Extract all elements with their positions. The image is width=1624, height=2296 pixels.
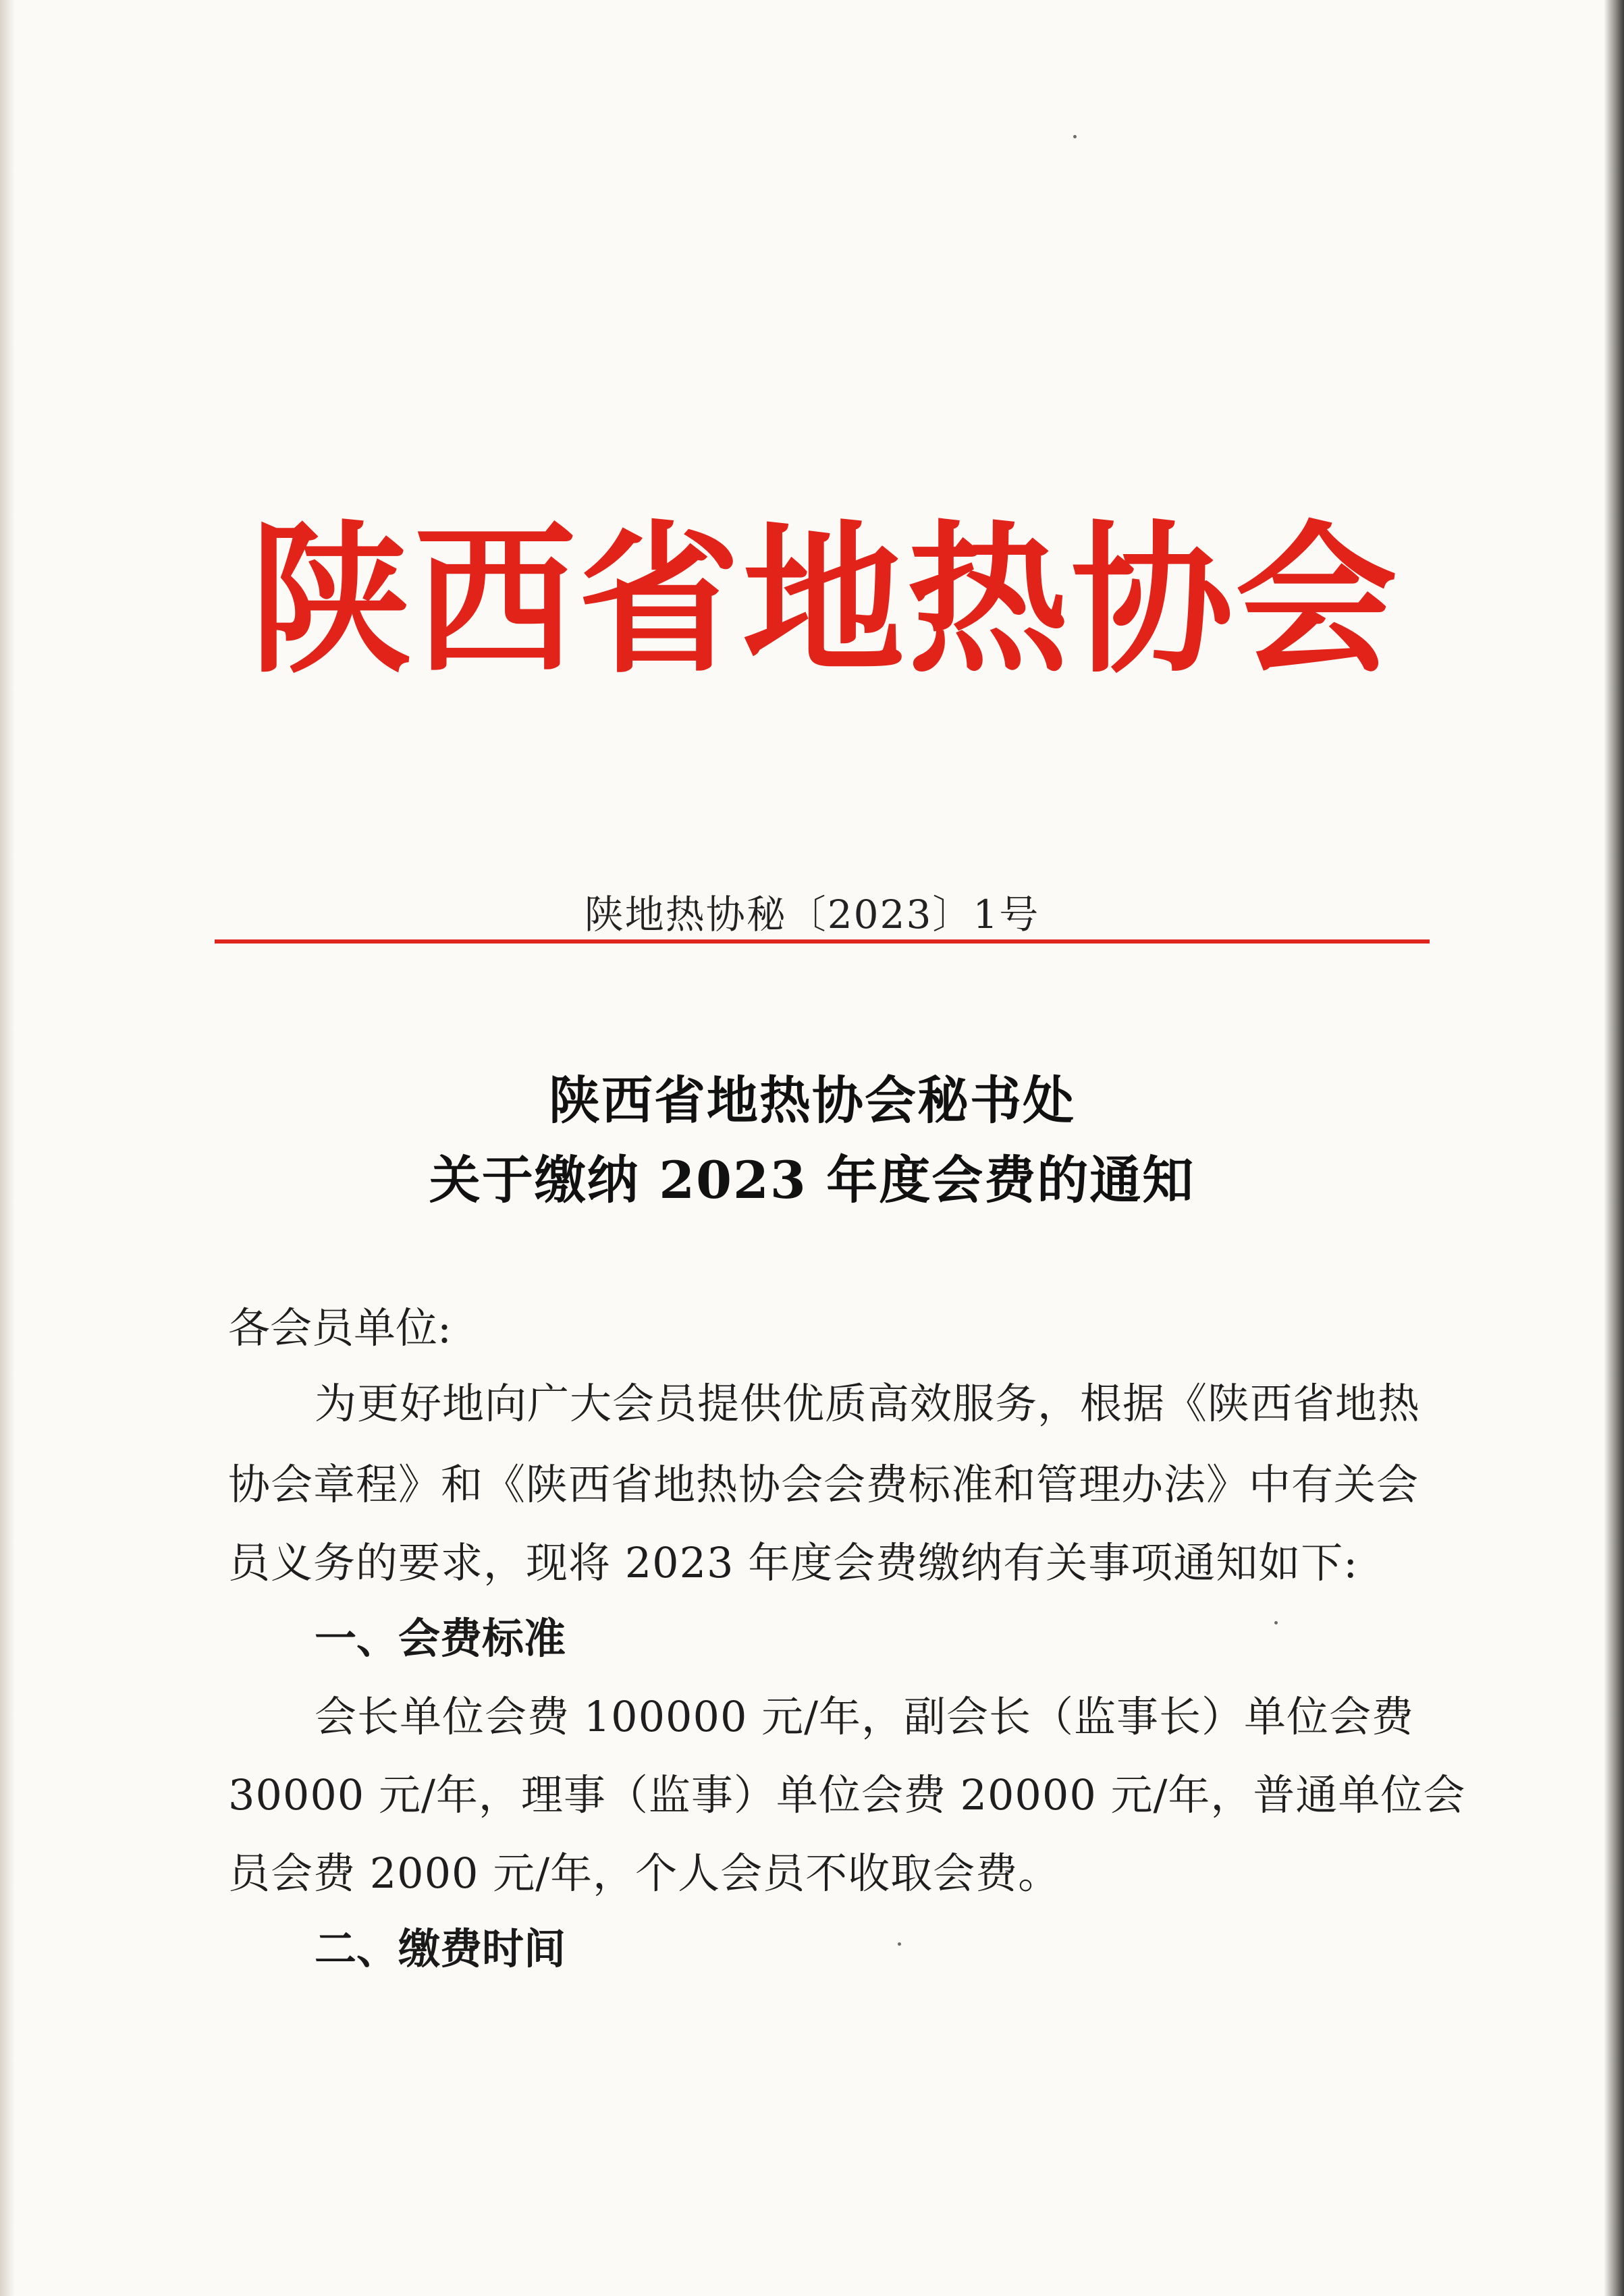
document-number: 陕地热协秘〔2023〕1号 <box>584 892 1040 937</box>
paragraph1-line: 为更好地向广大会员提供优质高效服务，根据《陕西省地热 <box>315 1379 1421 1428</box>
paper-speck <box>1274 1621 1278 1624</box>
salutation: 各会员单位: <box>228 1303 452 1352</box>
section2-heading: 二、缴费时间 <box>315 1924 566 1973</box>
letterhead-char: 热 <box>906 506 1069 695</box>
letterhead-char: 协 <box>1071 506 1233 695</box>
paragraph2-line: 会长单位会费 100000 元/年，副会长（监事长）单位会费 <box>315 1692 1414 1741</box>
paper-speck <box>898 1942 901 1946</box>
letterhead-char: 会 <box>1235 506 1397 695</box>
letterhead-org-name <box>250 499 1397 702</box>
section1-heading: 一、会费标准 <box>315 1614 566 1663</box>
paper-speck <box>1073 135 1077 138</box>
letterhead-char: 地 <box>742 506 904 695</box>
letterhead-char: 省 <box>578 506 740 695</box>
paragraph2-line: 员会费 2000 元/年，个人会员不收取会费。 <box>228 1849 1061 1898</box>
letterhead-red-divider <box>215 939 1430 944</box>
letterhead-char: 陕 <box>250 506 412 695</box>
notice-title-line1: 陕西省地热协会秘书处 <box>549 1070 1075 1130</box>
paragraph1-line: 员义务的要求，现将 2023 年度会费缴纳有关事项通知如下: <box>228 1538 1359 1587</box>
paragraph1-line: 协会章程》和《陕西省地热协会会费标准和管理办法》中有关会 <box>228 1460 1419 1509</box>
notice-title-line2: 关于缴纳 2023 年度会费的通知 <box>429 1150 1195 1210</box>
letterhead-char: 西 <box>414 506 576 695</box>
paragraph2-line: 30000 元/年，理事（监事）单位会费 20000 元/年，普通单位会 <box>228 1770 1466 1820</box>
